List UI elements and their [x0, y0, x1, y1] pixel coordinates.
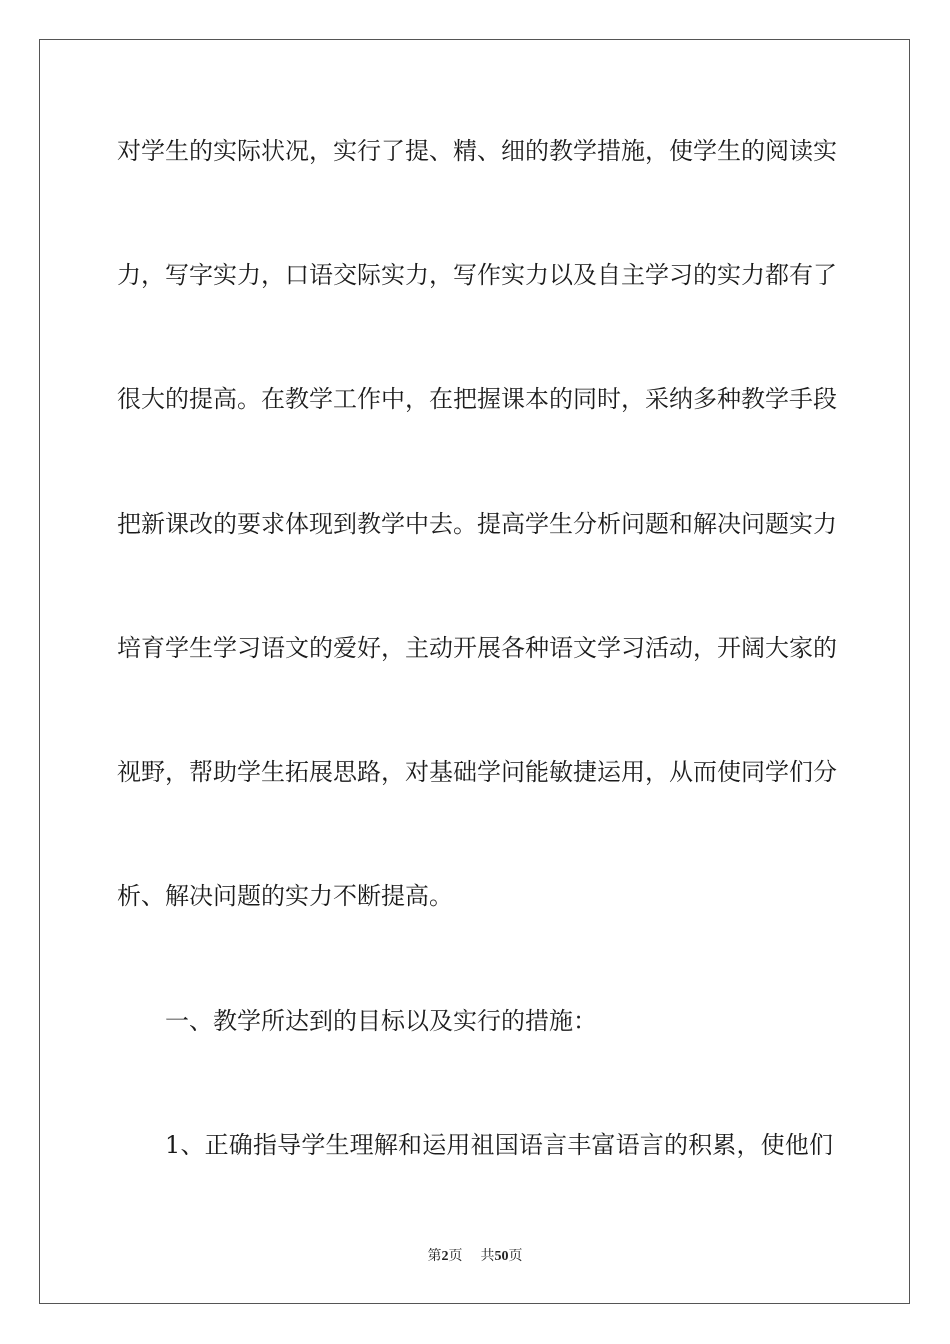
page-suffix: 页	[448, 1248, 463, 1264]
body-line-5: 培育学生学习语文的爱好，主动开展各种语文学习活动，开阔大家的	[117, 634, 837, 662]
total-suffix: 页	[508, 1248, 523, 1264]
body-line-4: 把新课改的要求体现到教学中去。提高学生分析问题和解决问题实力	[117, 510, 837, 538]
body-line-3: 很大的提高。在教学工作中，在把握课本的同时，采纳多种教学手段	[117, 385, 837, 413]
page-frame	[39, 39, 910, 1304]
body-line-1: 对学生的实际状况，实行了提、精、细的教学措施，使学生的阅读实	[117, 137, 837, 165]
section-heading: 一、教学所达到的目标以及实行的措施：	[165, 1007, 597, 1035]
page-number: 2	[441, 1249, 449, 1264]
total-prefix: 共	[480, 1248, 495, 1264]
body-line-6: 视野，帮助学生拓展思路，对基础学问能敏捷运用，从而使同学们分	[117, 758, 837, 786]
page-prefix: 第	[427, 1248, 442, 1264]
list-item-1: 1、正确指导学生理解和运用祖国语言丰富语言的积累，使他们	[165, 1131, 833, 1159]
total-pages: 50	[494, 1249, 509, 1264]
body-line-7: 析、解决问题的实力不断提高。	[117, 882, 453, 910]
page-footer	[0, 1246, 950, 1267]
body-line-2: 力，写字实力，口语交际实力，写作实力以及自主学习的实力都有了	[117, 261, 837, 289]
